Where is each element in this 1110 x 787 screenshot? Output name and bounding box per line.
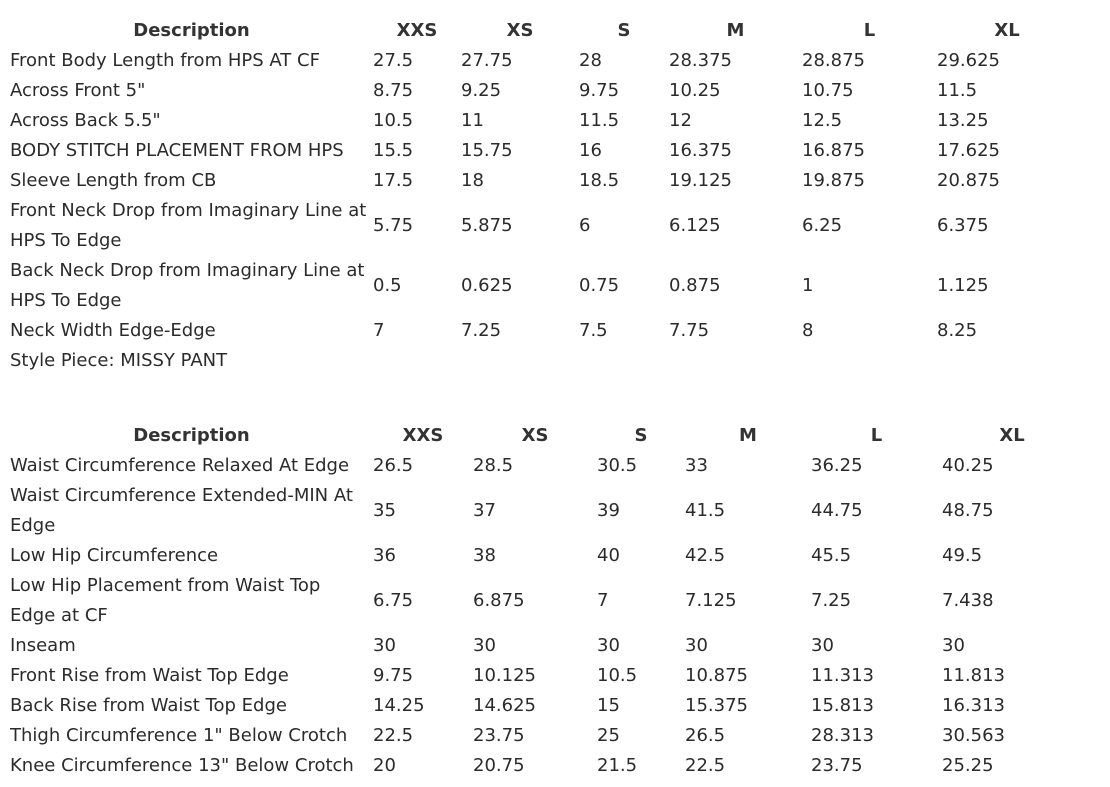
table-row [10, 106, 1077, 136]
table-row [10, 166, 1077, 196]
column-header-description: Description [133, 20, 250, 41]
size-value: 16.375 [669, 140, 732, 161]
row-description: Across Front 5" [10, 80, 146, 101]
table-row [10, 46, 1077, 76]
table-row [10, 661, 1082, 691]
size-value: 0.625 [461, 275, 513, 296]
size-value: 9.75 [373, 665, 414, 686]
row-description: Back Rise from Waist Top Edge [10, 695, 287, 716]
size-value: 38 [473, 545, 496, 566]
size-value: 7.125 [685, 590, 737, 611]
column-header-size-xxs: XXS [402, 425, 444, 446]
size-value: 20.875 [937, 170, 1000, 191]
row-description: Waist Circumference Extended-MIN At Edge [10, 485, 353, 536]
size-value: 9.75 [579, 80, 620, 101]
size-value: 30 [685, 635, 708, 656]
size-value: 21.5 [597, 755, 638, 776]
table-row [10, 571, 1082, 631]
size-value: 26.5 [373, 455, 414, 476]
size-value: 11.313 [811, 665, 874, 686]
size-value: 45.5 [811, 545, 852, 566]
size-value: 19.125 [669, 170, 732, 191]
size-value: 0.875 [669, 275, 721, 296]
size-value: 16.875 [802, 140, 865, 161]
size-value: 14.625 [473, 695, 536, 716]
top-measurement-table [10, 16, 1077, 376]
row-description: Sleeve Length from CB [10, 170, 217, 191]
size-value: 15.375 [685, 695, 748, 716]
row-description: Neck Width Edge-Edge [10, 320, 216, 341]
table-row [10, 541, 1082, 571]
size-value: 17.5 [373, 170, 414, 191]
header-row [10, 421, 1082, 451]
size-value: 6.875 [473, 590, 525, 611]
size-value: 11.5 [579, 110, 620, 131]
size-value: 25 [597, 725, 620, 746]
size-value: 30.5 [597, 455, 638, 476]
table-row [10, 481, 1082, 541]
size-value: 12.5 [802, 110, 843, 131]
size-value: 26.5 [685, 725, 726, 746]
size-value: 28 [579, 50, 602, 71]
size-value: 23.75 [811, 755, 863, 776]
size-value: 6.25 [802, 215, 843, 236]
size-value: 20 [373, 755, 396, 776]
size-value: 11.5 [937, 80, 978, 101]
table-row [10, 721, 1082, 751]
style-piece-label: Style Piece: MISSY PANT [10, 350, 228, 371]
size-value: 6.375 [937, 215, 989, 236]
size-value: 8.75 [373, 80, 414, 101]
row-description: Low Hip Placement from Waist Top Edge at CF [10, 575, 321, 626]
size-value: 0.75 [579, 275, 620, 296]
size-value: 10.25 [669, 80, 721, 101]
size-value: 8 [802, 320, 814, 341]
size-value: 23.75 [473, 725, 525, 746]
size-value: 27.75 [461, 50, 513, 71]
row-description: Front Neck Drop from Imaginary Line at HPS To Edge [10, 200, 367, 251]
size-value: 12 [669, 110, 692, 131]
bottom-table-header [10, 421, 1082, 451]
table-row [10, 691, 1082, 721]
table-row [10, 256, 1077, 316]
row-description: Thigh Circumference 1" Below Crotch [10, 725, 348, 746]
size-value: 30 [811, 635, 834, 656]
row-description: Low Hip Circumference [10, 545, 219, 566]
size-value: 16.313 [942, 695, 1005, 716]
size-value: 10.875 [685, 665, 748, 686]
size-value: 27.5 [373, 50, 414, 71]
column-header-size-xxs: XXS [396, 20, 438, 41]
table-row [10, 136, 1077, 166]
size-value: 15.5 [373, 140, 414, 161]
size-value: 30 [473, 635, 496, 656]
column-header-size-m: M [726, 20, 745, 41]
size-value: 40.25 [942, 455, 994, 476]
size-value: 22.5 [373, 725, 414, 746]
size-value: 8.25 [937, 320, 978, 341]
size-value: 10.75 [802, 80, 854, 101]
size-value: 37 [473, 500, 496, 521]
size-value: 35 [373, 500, 396, 521]
size-value: 13.25 [937, 110, 989, 131]
size-value: 10.5 [373, 110, 414, 131]
row-description: BODY STITCH PLACEMENT FROM HPS [10, 140, 344, 161]
table-row [10, 451, 1082, 481]
size-value: 48.75 [942, 500, 994, 521]
size-value: 16 [579, 140, 602, 161]
size-value: 44.75 [811, 500, 863, 521]
style-piece-row [10, 346, 1077, 376]
size-value: 20.75 [473, 755, 525, 776]
size-value: 1.125 [937, 275, 989, 296]
row-description: Inseam [10, 635, 76, 656]
size-value: 15 [597, 695, 620, 716]
row-description: Front Body Length from HPS AT CF [10, 50, 320, 71]
size-value: 7.25 [461, 320, 502, 341]
size-value: 1 [802, 275, 814, 296]
size-value: 25.25 [942, 755, 994, 776]
column-header-size-l: L [870, 425, 883, 446]
column-header-size-xs: XS [506, 20, 534, 41]
column-header-description: Description [133, 425, 250, 446]
size-value: 14.25 [373, 695, 425, 716]
size-value: 22.5 [685, 755, 726, 776]
bottom-measurement-table [10, 421, 1082, 781]
size-value: 29.625 [937, 50, 1000, 71]
top-table-body [10, 46, 1077, 376]
size-value: 7.5 [579, 320, 608, 341]
size-value: 40 [597, 545, 620, 566]
size-value: 17.625 [937, 140, 1000, 161]
size-value: 18 [461, 170, 484, 191]
column-header-size-m: M [739, 425, 757, 446]
size-value: 18.5 [579, 170, 620, 191]
size-value: 30.563 [942, 725, 1005, 746]
size-value: 19.875 [802, 170, 865, 191]
size-value: 6 [579, 215, 591, 236]
table-row [10, 316, 1077, 346]
column-header-size-s: S [634, 425, 648, 446]
header-row [10, 16, 1077, 46]
size-value: 30 [597, 635, 620, 656]
table-row [10, 196, 1077, 256]
size-value: 11.813 [942, 665, 1005, 686]
size-value: 36 [373, 545, 396, 566]
size-value: 42.5 [685, 545, 726, 566]
size-value: 0.5 [373, 275, 402, 296]
size-value: 30 [373, 635, 396, 656]
size-value: 36.25 [811, 455, 863, 476]
size-value: 11 [461, 110, 484, 131]
column-header-size-s: S [617, 20, 631, 41]
size-value: 10.125 [473, 665, 536, 686]
row-description: Across Back 5.5" [10, 110, 161, 131]
column-header-size-xs: XS [521, 425, 549, 446]
size-value: 15.75 [461, 140, 513, 161]
size-value: 49.5 [942, 545, 983, 566]
size-value: 7 [597, 590, 609, 611]
size-value: 6.75 [373, 590, 414, 611]
row-description: Front Rise from Waist Top Edge [10, 665, 289, 686]
column-header-size-xl: XL [994, 20, 1020, 41]
column-header-size-l: L [863, 20, 876, 41]
size-value: 30 [942, 635, 965, 656]
size-value: 7.25 [811, 590, 852, 611]
size-value: 5.75 [373, 215, 414, 236]
size-value: 41.5 [685, 500, 726, 521]
size-value: 33 [685, 455, 708, 476]
size-value: 28.875 [802, 50, 865, 71]
size-value: 7 [373, 320, 385, 341]
table-row [10, 631, 1082, 661]
size-value: 28.5 [473, 455, 514, 476]
column-header-size-xl: XL [999, 425, 1025, 446]
size-value: 7.438 [942, 590, 994, 611]
top-table-header [10, 16, 1077, 46]
size-value: 6.125 [669, 215, 721, 236]
size-value: 28.375 [669, 50, 732, 71]
size-value: 28.313 [811, 725, 874, 746]
size-value: 15.813 [811, 695, 874, 716]
row-description: Back Neck Drop from Imaginary Line at HPS To Edge [10, 260, 365, 311]
size-value: 5.875 [461, 215, 513, 236]
row-description: Knee Circumference 13" Below Crotch [10, 755, 354, 776]
table-row [10, 76, 1077, 106]
size-value: 7.75 [669, 320, 710, 341]
size-value: 10.5 [597, 665, 638, 686]
bottom-table-body [10, 451, 1082, 781]
row-description: Waist Circumference Relaxed At Edge [10, 455, 350, 476]
size-value: 9.25 [461, 80, 502, 101]
table-row [10, 751, 1082, 781]
size-value: 39 [597, 500, 620, 521]
